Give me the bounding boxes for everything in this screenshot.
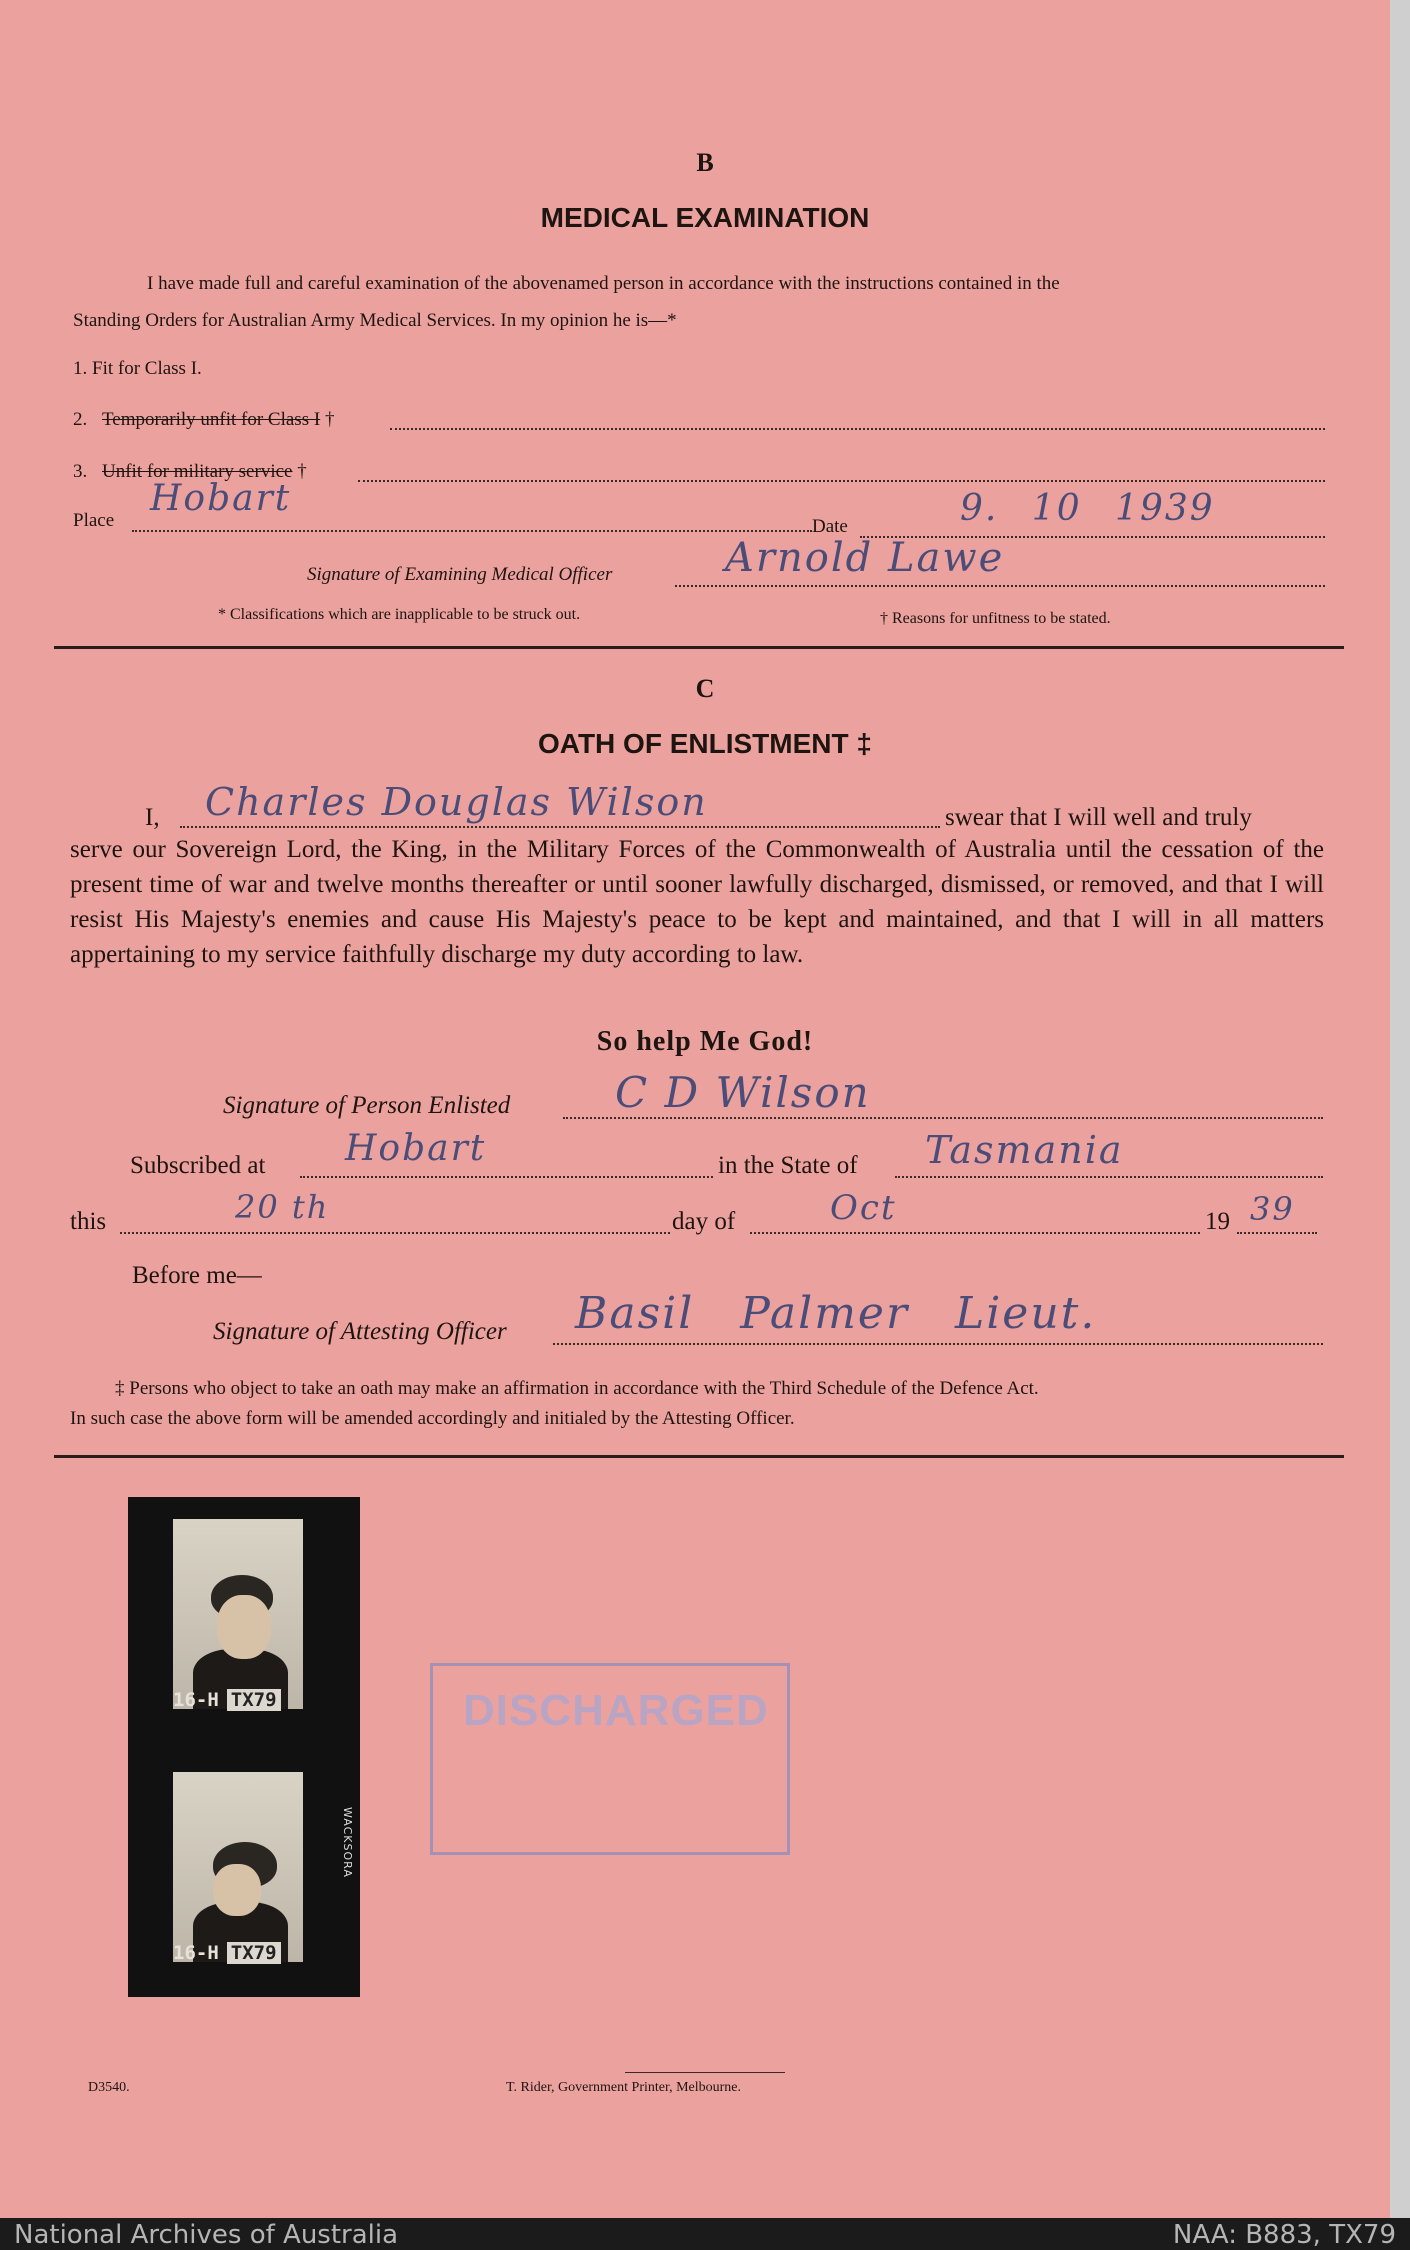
item2-number: 2. bbox=[73, 409, 88, 430]
enlisted-signature-label: Signature of Person Enlisted bbox=[223, 1092, 511, 1119]
photo-side-print: WACKSORA bbox=[341, 1807, 354, 1878]
archive-name: National Archives of Australia bbox=[14, 2220, 399, 2250]
oath-pronoun: I, bbox=[145, 804, 160, 831]
item2-mark: † bbox=[324, 409, 335, 430]
profile-photo-tag bbox=[173, 1940, 303, 1966]
so-help-me-god: So help Me God! bbox=[596, 1026, 814, 1057]
month-handwritten: Oct bbox=[830, 1188, 897, 1228]
attesting-signature-dotted-line bbox=[553, 1343, 1323, 1345]
day-handwritten: 20 th bbox=[235, 1188, 330, 1226]
state-dotted-line bbox=[895, 1176, 1323, 1178]
stamp-text: DISCHARGED bbox=[463, 1686, 769, 1735]
item2-text: Temporarily unfit for Class I bbox=[102, 409, 321, 430]
examining-officer-dotted-line bbox=[675, 585, 1325, 587]
date-handwritten: 9. 10 1939 bbox=[960, 488, 1215, 529]
form-number: D3540. bbox=[88, 2080, 130, 2095]
before-me-label: Before me— bbox=[132, 1262, 262, 1289]
page-edge bbox=[1390, 0, 1410, 2218]
temporarily-unfit-item bbox=[73, 401, 1323, 438]
year-handwritten: 39 bbox=[1250, 1190, 1295, 1228]
subscribed-place: Hobart bbox=[345, 1128, 487, 1169]
fit-class-item: 1. Fit for Class I. bbox=[73, 358, 202, 379]
state-label: in the State of bbox=[718, 1152, 858, 1179]
date-label: Date bbox=[812, 516, 848, 537]
profile-portrait-photo bbox=[173, 1772, 303, 1962]
year-dotted-line bbox=[1237, 1232, 1317, 1234]
identification-photo-strip bbox=[128, 1497, 360, 1997]
year-prefix: 19 bbox=[1205, 1208, 1230, 1235]
affirmation-footnote-line1: ‡ Persons who object to take an oath may make an affirmation in accordance with the Third Schedule of the Defence Act. bbox=[115, 1378, 1039, 1399]
oath-name-dotted-line bbox=[180, 826, 940, 828]
place-dotted-line bbox=[132, 530, 812, 532]
enlisted-signature: C D Wilson bbox=[615, 1068, 871, 1117]
subscribed-dotted-line bbox=[300, 1176, 713, 1178]
unfitness-footnote: † Reasons for unfitness to be stated. bbox=[880, 610, 1111, 627]
affirmation-footnote-line2: In such case the above form will be amended accordingly and initialed by the Attesting Officer. bbox=[70, 1408, 795, 1429]
examining-officer-signature: Arnold Lawe bbox=[725, 535, 1005, 581]
item2-dotted-line bbox=[390, 428, 1325, 430]
month-dotted-line bbox=[750, 1232, 1200, 1234]
state-handwritten: Tasmania bbox=[925, 1128, 1124, 1172]
section-c-title: OATH OF ENLISTMENT ‡ bbox=[538, 728, 872, 759]
profile-tag-id: TX79 bbox=[227, 1942, 281, 1964]
subscribed-label: Subscribed at bbox=[130, 1152, 266, 1179]
oath-body: serve our Sovereign Lord, the King, in the Military Forces of the Commonwealth of Australia until the cessation of the present time of war and twelve months thereafter or until sooner lawfully discharged, dismissed, or removed, and that I will resist His Majesty's enemies and cause His Majesty's peace to be kept and maintained, and that I will in all matters appertaining to my service faithfully discharge my duty according to law. bbox=[70, 836, 1324, 968]
day-of-label: day of bbox=[672, 1208, 736, 1235]
item3-number: 3. bbox=[73, 461, 88, 482]
place-label: Place bbox=[73, 510, 115, 531]
attesting-signature-label: Signature of Attesting Officer bbox=[213, 1318, 507, 1345]
medical-intro-line2: Standing Orders for Australian Army Medical Services. In my opinion he is—* bbox=[73, 310, 677, 331]
item3-text: Unfit for military service bbox=[102, 461, 293, 482]
front-photo-tag bbox=[173, 1687, 303, 1713]
place-handwritten: Hobart bbox=[150, 478, 292, 519]
examining-officer-label: Signature of Examining Medical Officer bbox=[307, 564, 613, 585]
section-divider-bottom bbox=[54, 1455, 1344, 1458]
discharged-stamp bbox=[430, 1663, 790, 1855]
enlisted-signature-dotted-line bbox=[563, 1117, 1323, 1119]
front-tag-id: TX79 bbox=[227, 1689, 281, 1711]
attesting-signature: Basil Palmer Lieut. bbox=[575, 1288, 1097, 1339]
printer-credit: T. Rider, Government Printer, Melbourne. bbox=[506, 2080, 742, 2095]
section-c-letter: C bbox=[695, 674, 715, 703]
front-portrait-photo bbox=[173, 1519, 303, 1709]
printer-rule bbox=[625, 2072, 785, 2073]
section-b-letter: B bbox=[696, 148, 714, 177]
medical-intro-line1: I have made full and careful examination of the abovenamed person in accordance with the instructions contained in the bbox=[147, 273, 1060, 294]
archive-reference: NAA: B883, TX79 bbox=[1172, 2220, 1396, 2250]
profile-tag-prefix: 16-H bbox=[173, 1942, 219, 1964]
classification-footnote: * Classifications which are inapplicable to be struck out. bbox=[218, 606, 581, 623]
item3-mark: † bbox=[297, 461, 307, 482]
day-dotted-line bbox=[120, 1232, 670, 1234]
oath-swear-text: swear that I will well and truly bbox=[945, 804, 1252, 831]
oath-name-handwritten: Charles Douglas Wilson bbox=[205, 780, 708, 824]
front-tag-prefix: 16-H bbox=[173, 1689, 219, 1711]
section-b-title: MEDICAL EXAMINATION bbox=[540, 202, 870, 233]
this-label: this bbox=[70, 1208, 107, 1235]
archive-bar bbox=[0, 2218, 1410, 2250]
item3-dotted-line bbox=[358, 480, 1325, 482]
section-divider-top bbox=[54, 646, 1344, 649]
